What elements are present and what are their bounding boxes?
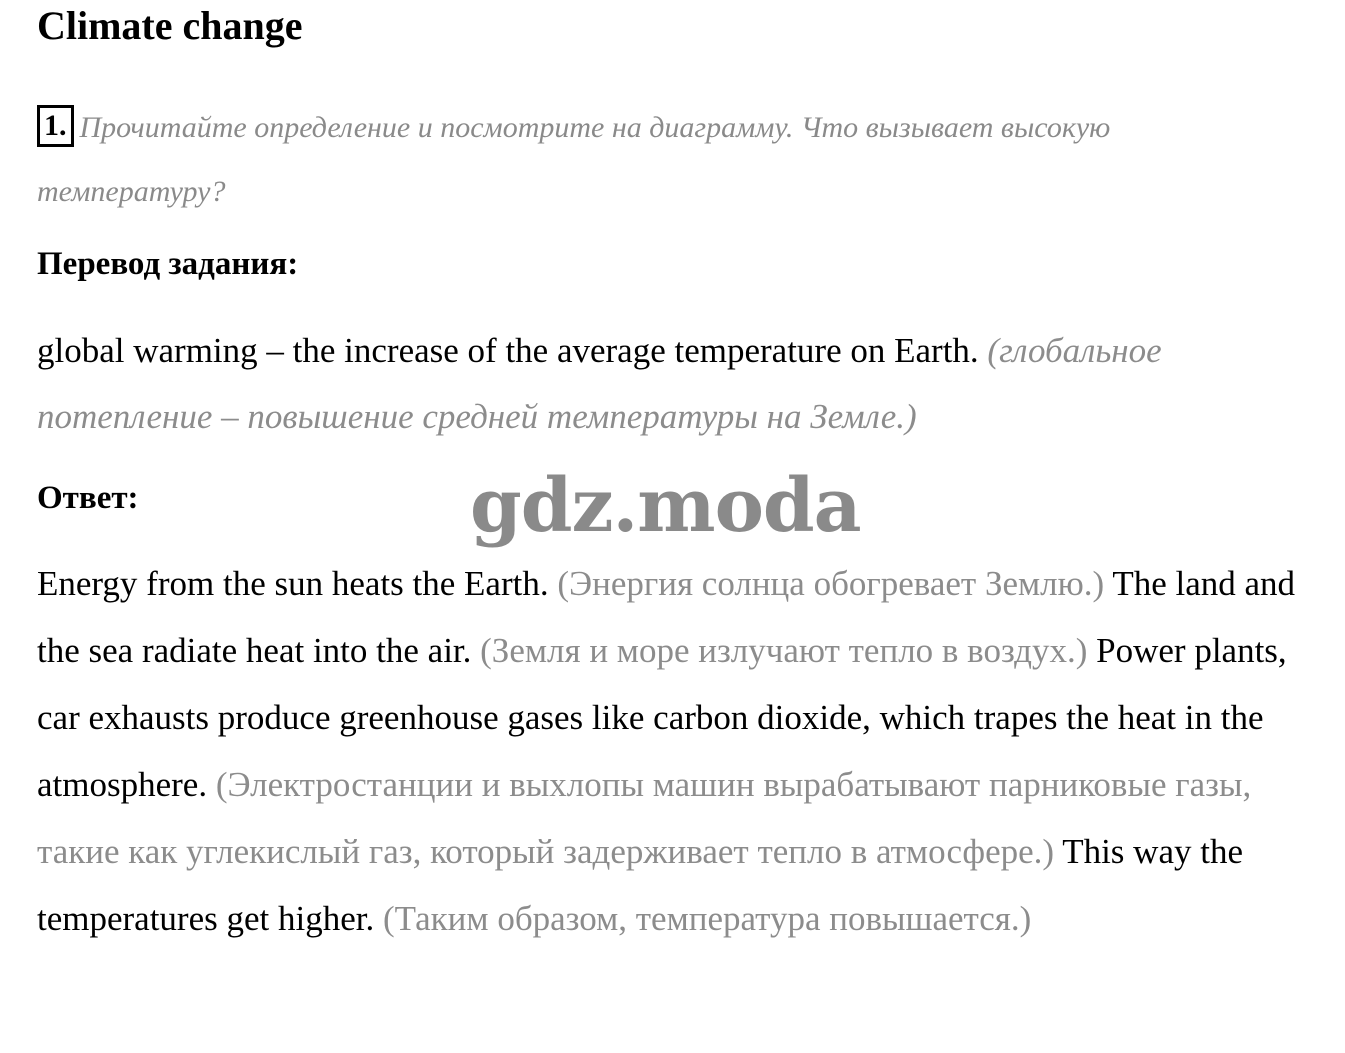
- answer-sentence-english: Power plants, car exhausts produce greenhouse gases like carbon dioxide, which trapes the heat in the atmosphere.: [37, 631, 1287, 804]
- task-number-badge: 1.: [37, 105, 74, 147]
- definition-english: global warming – the increase of the average temperature on Earth.: [37, 331, 979, 370]
- answer-sentence-english: Energy from the sun heats the Earth.: [37, 564, 549, 603]
- definition-russian: (глобальное потепление – повышение средней температуры на Земле.): [37, 331, 1162, 436]
- answer-sentence-english: The land and the sea radiate heat into the air.: [37, 564, 1296, 670]
- answer-paragraph: [37, 550, 1302, 952]
- answer-label: Ответ:: [37, 480, 139, 516]
- task-instruction: Прочитайте определение и посмотрите на диаграмму. Что вызывает высокую температуру?: [37, 111, 1111, 208]
- answer-sentence-russian: (Земля и море излучают тепло в воздух.): [480, 631, 1088, 670]
- task-block: [37, 96, 1287, 224]
- answer-sentence-russian: (Электростанции и выхлопы машин вырабатывают парниковые газы, такие как углекислый газ, который задерживает тепло в атмосфере.): [37, 765, 1252, 871]
- watermark-logo: gdz.moda: [470, 463, 861, 549]
- page-title: Climate change: [37, 3, 303, 48]
- translation-label: Перевод задания:: [37, 246, 299, 282]
- definition-paragraph: [37, 318, 1302, 450]
- answer-sentence-russian: (Энергия солнца обогревает Землю.): [557, 564, 1105, 603]
- answer-sentence-english: This way the temperatures get higher.: [37, 832, 1243, 938]
- answer-sentence-russian: (Таким образом, температура повышается.): [382, 899, 1032, 938]
